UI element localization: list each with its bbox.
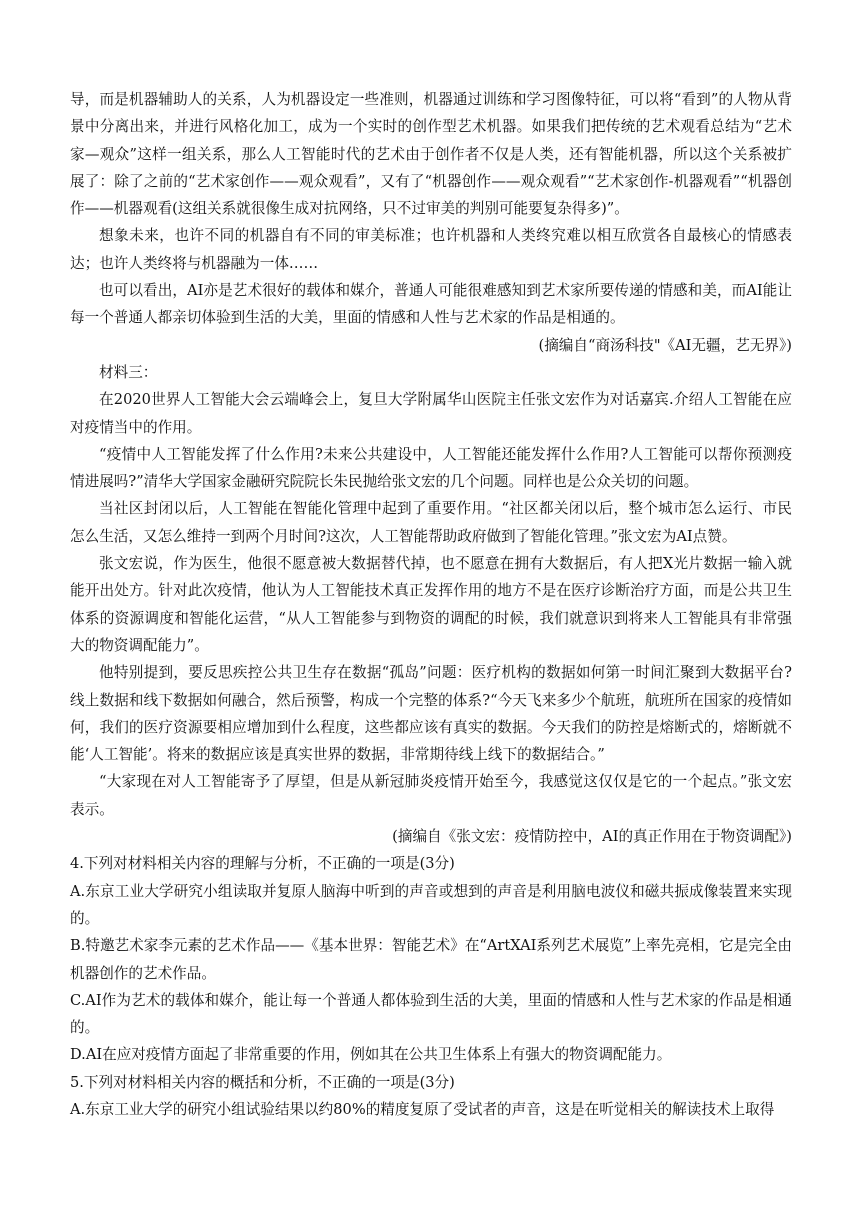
material3-paragraph-4: 张文宏说，作为医生，他很不愿意被大数据替代掉，也不愿意在拥有大数据后，有人把X光片数据一输入就能开出处方。针对此次疫情，他认为人工智能技术真正发挥作用的地方不是在医疗诊断治疗方面，而是公共卫生体系的资源调度和智能化运营，“从人工智能参与到物资的调配的时候，我们就意识到将来人工智能具有非常强大的物资调配能力”。	[70, 555, 792, 654]
question-4-option-b: B.特邀艺术家李元素的艺术作品——《基本世界：智能艺术》在“ArtXAI系列艺术展览”上率先亮相，它是完全由机器创作的艺术作品。	[70, 937, 792, 982]
question-5-option-a: A.东京工业大学的研究小组试验结果以约80%的精度复原了受试者的声音，这是在听觉相关的解读技术上取得	[70, 1100, 775, 1118]
question-4-option-a: A.东京工业大学研究小组读取并复原人脑海中听到的声音或想到的声音是利用脑电波仪和磁共振成像装置来实现的。	[70, 882, 792, 927]
material3-paragraph-5: 他特别提到，要反思疾控公共卫生存在数据“孤岛”问题：医疗机构的数据如何第一时间汇聚到大数据平台?线上数据和线下数据如何融合，然后预警，构成一个完整的体系?“今天飞来多少个航班，航班所在国家的疫情如何，我们的医疗资源要相应增加到什么程度，这些都应该有真实的数据。今天我们的防控是熔断式的，熔断就不能‘人工智能’。将来的数据应该是真实世界的数据，非常期待线上线下的数据结合。”	[70, 664, 792, 764]
material3-label: 材料三：	[99, 363, 158, 381]
question-5-stem: 5.下列对材料相关内容的概括和分析，不正确的一项是(3分)	[70, 1073, 455, 1091]
question-4-stem: 4.下列对材料相关内容的理解与分析，不正确的一项是(3分)	[70, 855, 455, 873]
exam-page	[70, 86, 792, 1123]
material2-paragraph-3: 也可以看出，AI亦是艺术很好的载体和媒介，普通人可能很难感知到艺术家所要传递的情感和美，而AI能让每一个普通人都亲切体验到生活的大美，里面的情感和人性与艺术家的作品是相通的。	[70, 282, 792, 327]
material3-paragraph-6: “大家现在对人工智能寄予了厚望，但是从新冠肺炎疫情开始至今，我感觉这仅仅是它的一个起点。”张文宏表示。	[70, 773, 792, 818]
material3-paragraph-1: 在2020世界人工智能大会云端峰会上，复旦大学附属华山医院主任张文宏作为对话嘉宾.介绍人工智能在应对疫情当中的作用。	[70, 391, 792, 436]
material2-paragraph-1: 导，而是机器辅助人的关系，人为机器设定一些准则，机器通过训练和学习图像特征，可以将“看到”的人物从背景中分离出来，并进行风格化加工，成为一个实时的创作型艺术机器。如果我们把传统的艺术观看总结为“艺术家—观众”这样一组关系，那么人工智能时代的艺术由于创作者不仅是人类，还有智能机器，所以这个关系被扩展了：除了之前的“艺术家创作——观众观看”，又有了“机器创作——观众观看”“艺术家创作-机器观看”“机器创作——机器观看(这组关系就很像生成对抗网络，只不过审美的判别可能要复杂得多)”。	[70, 91, 792, 218]
material2-source: (摘编自“商汤科技"《AI无疆，艺无界》)	[538, 336, 792, 354]
material3-source: (摘编自《张文宏：疫情防控中，AI的真正作用在于物资调配》)	[392, 828, 792, 846]
question-4-option-c: C.AI作为艺术的载体和媒介，能让每一个普通人都体验到生活的大美，里面的情感和人性与艺术家的作品是相通的。	[70, 991, 792, 1037]
material3-paragraph-3: 当社区封闭以后，人工智能在智能化管理中起到了重要作用。“社区都关闭以后，整个城市怎么运行、市民怎么生活，又怎么维持一到两个月时间?这次，人工智能帮助政府做到了智能化管理。”张文宏为AI点赞。	[70, 500, 792, 545]
material2-paragraph-2: 想象未来，也许不同的机器自有不同的审美标准；也许机器和人类终究难以相互欣赏各自最核心的情感表达；也许人类终将与机器融为一体……	[70, 227, 792, 272]
material3-paragraph-2: “疫情中人工智能发挥了什么作用?未来公共建设中，人工智能还能发挥什么作用?人工智能可以帮你预测疫情进展吗?”清华大学国家金融研究院院长朱民抛给张文宏的几个问题。同样也是公众关切的问题。	[70, 445, 792, 491]
question-4-option-d: D.AI在应对疫情方面起了非常重要的作用，例如其在公共卫生体系上有强大的物资调配能力。	[70, 1046, 672, 1064]
